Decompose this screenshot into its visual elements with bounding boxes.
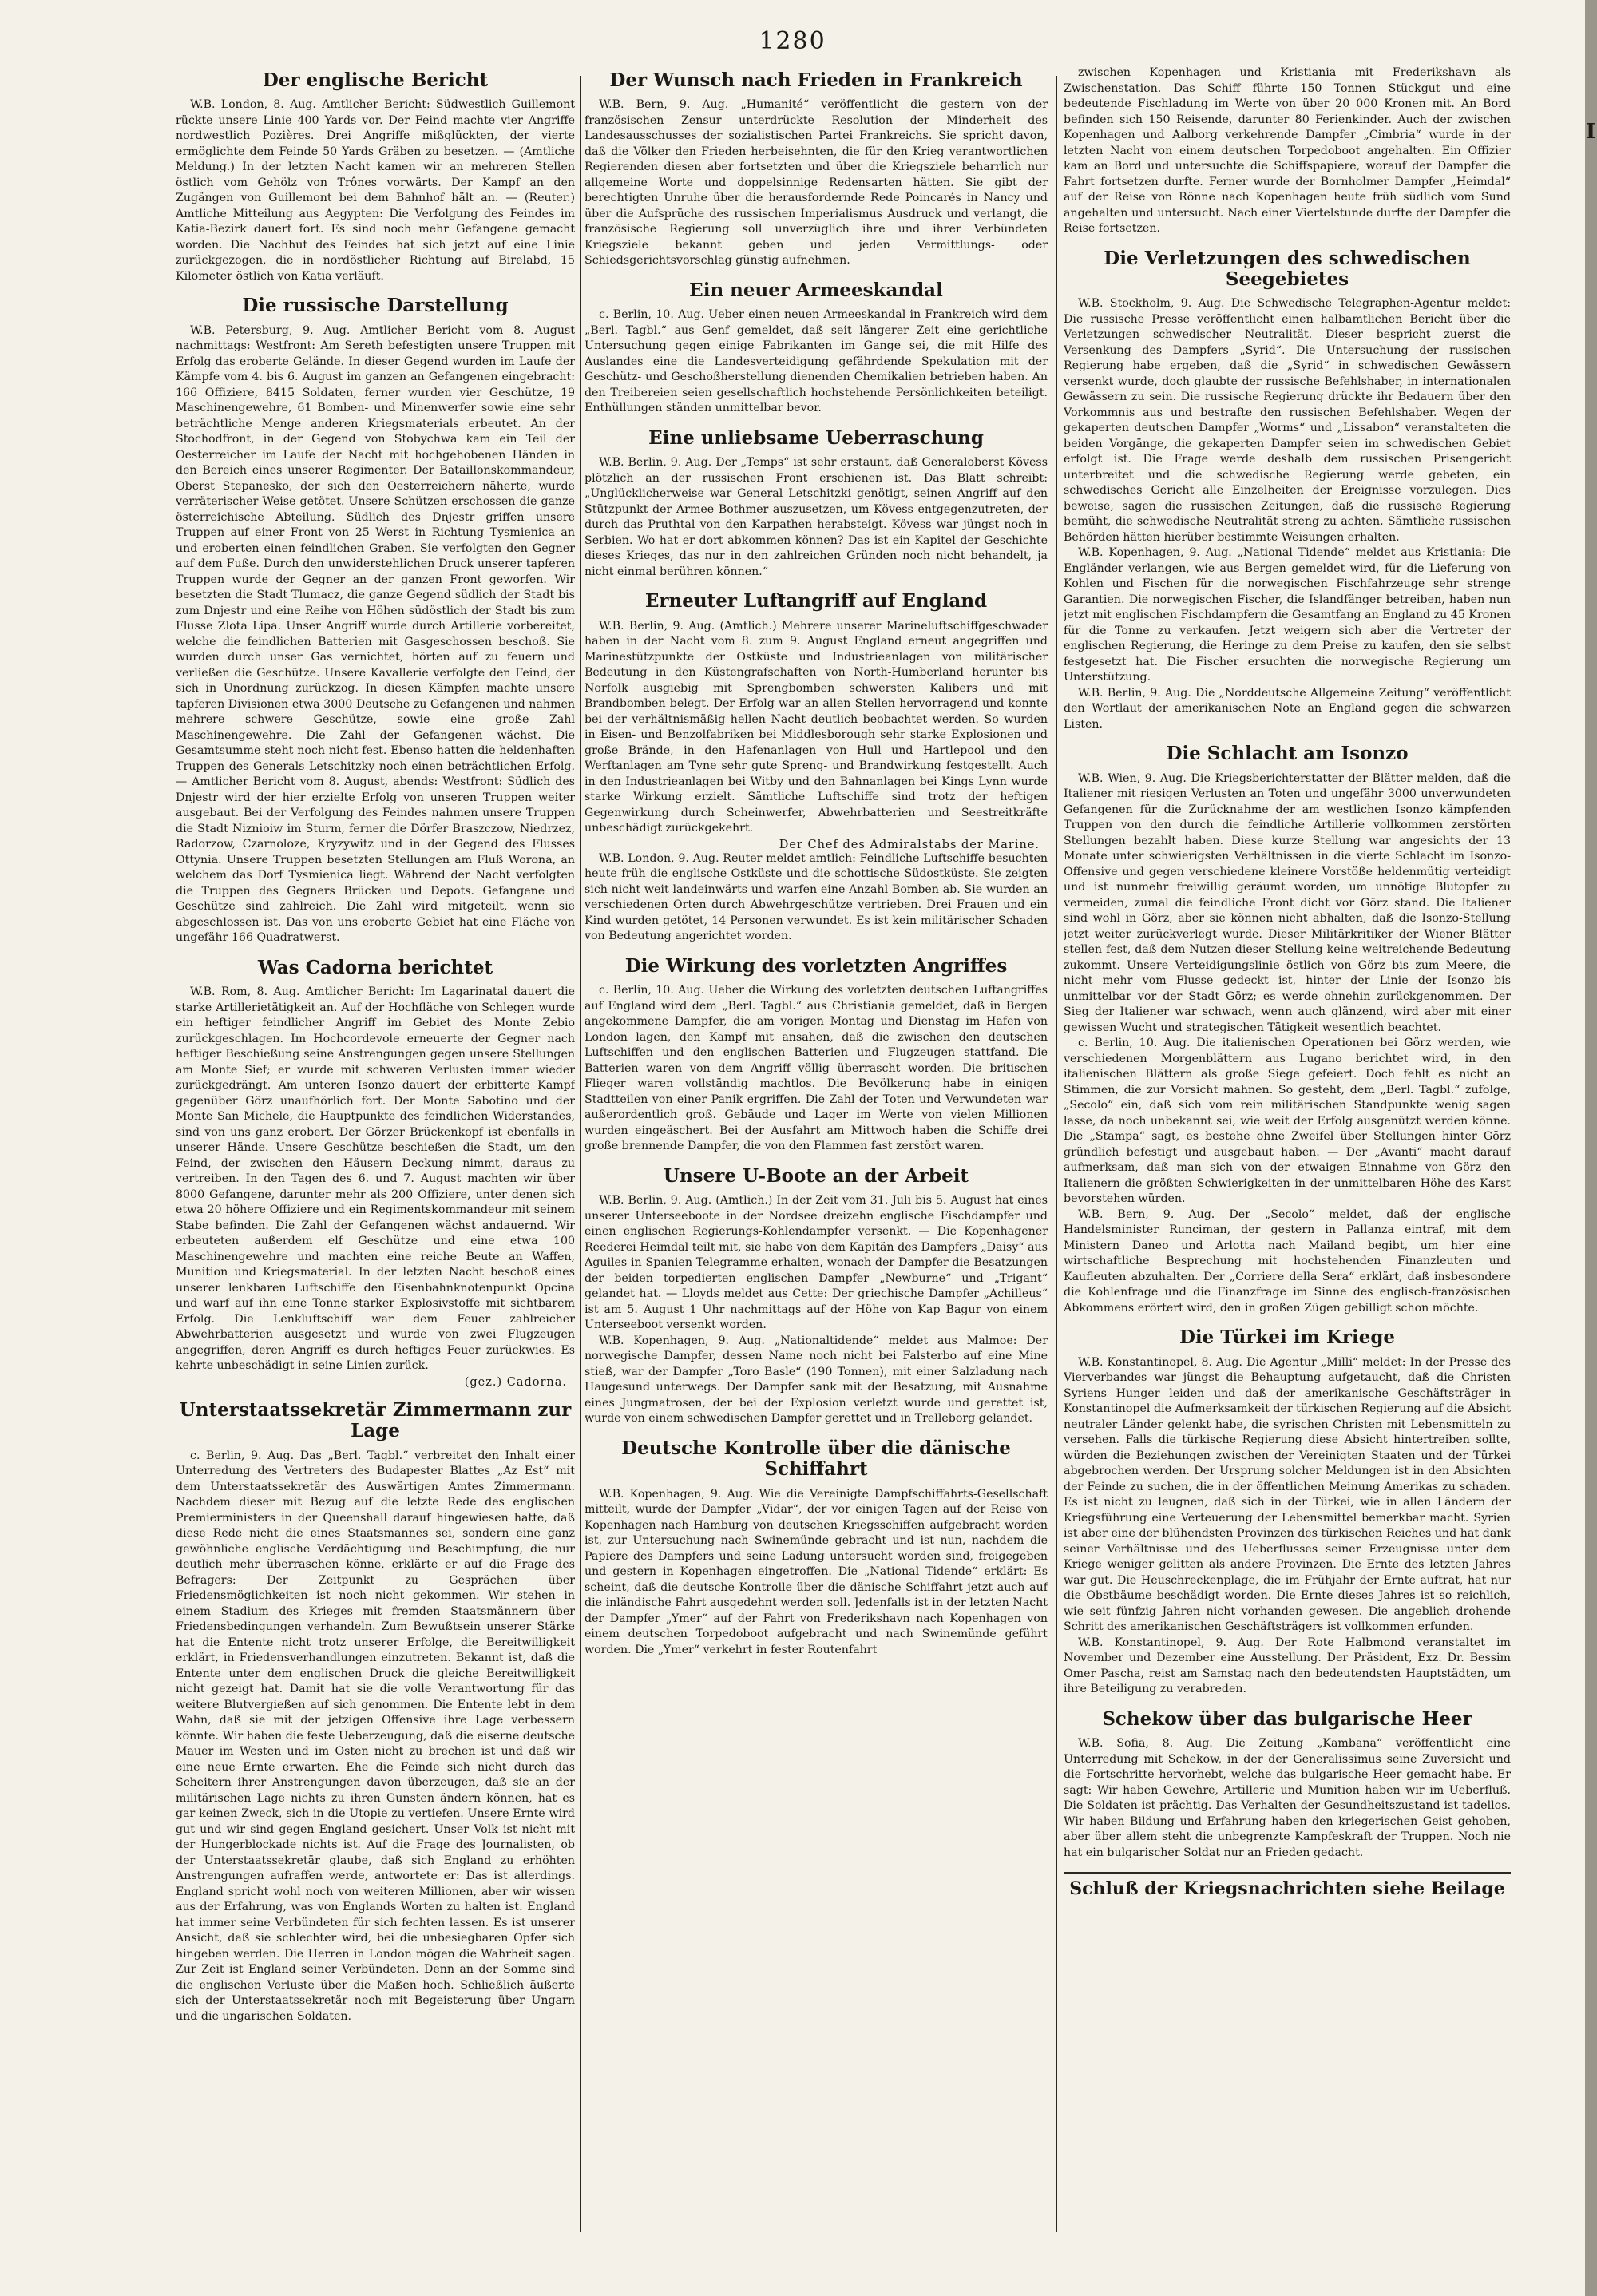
article xyxy=(585,428,1048,580)
article-body: W.B. Konstantinopel, 8. Aug. Die Agentur „Milli“ meldet: In der Presse des Vierverbandes war jüngst die Behauptung aufgetaucht, daß die Christen Syriens Hunger leiden und daß der amerikanische Geschäftsträger in Konstantinopel die Aufmerksamkeit der türkischen Regierung auf die Absicht neutraler Länder gelenkt habe, die syrischen Christen mit Lebensmitteln zu versehen. Falls die türkische Regierung diese Absicht hintertreiben sollte, würden die Beziehungen zwischen der Vereinigten Staaten und der Türkei abgebrochen werden. Der Ursprung solcher Meldungen ist in den Absichten der Feinde zu suchen, die in der öffentlichen Meinung Amerikas zu schaden. Es ist nicht zu leugnen, daß sich in der Türkei, wie in allen Ländern der Kriegsführung eine Verteuerung der Lebensmittel bemerkbar macht. Syrien ist aber eine der blühendsten Provinzen des türkischen Reiches und hat dank seiner Verhältnisse und des Ueberflusses seiner Erzeugnisse unter dem Kriege weniger gelitten als andere Provinzen. Die Ernte des letzten Jahres war gut. Die Heuschreckenplage, die im Frühjahr der Ernte auftrat, hat nur die Obstbäume beschädigt worden. Die Ernte dieses Jahres ist so reichlich, wie seit fünfzig Jahren nicht vorhanden gewesen. Die angeblich drohende Schritt des amerikanischen Geschäftsträgers ist vollkommen erfunden. xyxy=(1064,1355,1511,1634)
article xyxy=(585,591,1048,944)
article-headline: Deutsche Kontrolle über die dänische Schiffahrt xyxy=(621,1437,1011,1481)
article-body: W.B. Sofia, 8. Aug. Die Zeitung „Kambana“ veröffentlicht eine Unterredung mit Schekow, in der der Generalissimus seine Zuversicht und die Fortschritte hervorhebt, welche das bulgarische Heer gemacht habe. Er sagt: Wir haben Gewehre, Artillerie und Munition haben wir im Ueberfluß. Die Soldaten ist prächtig. Das Verhalten der Gesundheitszustand ist tadellos. Wir haben Bildung und Erfahrung haben den kriegerischen Geist gehoben, aber über allem steht die unbegrenzte Kampfeskraft der Truppen. Noch nie hat ein bulgarischer Soldat nur an Frieden gedacht. xyxy=(1064,1737,1511,1859)
article-headline: Die Wirkung des vorletzten Angriffes xyxy=(624,954,1008,977)
article xyxy=(176,70,575,284)
article-body: W.B. Bern, 9. Aug. Der „Secolo“ meldet, daß der englische Handelsminister Runciman, der gestern in Pallanza eintraf, mit dem Ministern Daneo und Arlotta nach Mailand begibt, um hier eine wirtschaftliche Besprechung mit hochstehenden Finanzleuten und Kaufleuten abzuhalten. Der „Corriere della Sera“ erklärt, daß insbesondere die Kohlenfrage und die Finanzfrage im Sinne des englisch-französischen Abkommens erörtert wird, den in großen Zügen gebilligt schon möchte. xyxy=(1064,1207,1511,1315)
article-signature: Der Chef des Admiralstabs der Marine. xyxy=(779,838,1040,851)
article-body: c. Berlin, 10. Aug. Ueber die Wirkung des vorletzten deutschen Luftangriffes auf England wird dem „Berl. Tagbl.“ aus Christiania gemeldet, daß in Bergen angekommene Dampfer, die am vorigen Montag und Dienstag im Hafen von London lagen, den Kampf mit ansahen, daß die zwischen den deutschen Luftschiffen und den englischen Batterien und Flugzeugen stattfand. Die Batterien waren von dem Angriff völlig überrascht worden. Die britischen Flieger waren vollständig machtlos. Die Bevölkerung habe in einigen Stadtteilen von einer Panik ergriffen. Die Zahl der Toten und Verwundeten war außerordentlich groß. Gebäude und Lager im Werte von vielen Millionen wurden eingeäschert. Bei der Ausfahrt am Mittwoch haben die Schiffe drei große brennende Dampfer, die von den Flammen fast zerstört waren. xyxy=(585,984,1048,1153)
article-body: zwischen Kopenhagen und Kristiania mit Frederikshavn als Zwischenstation. Das Schiff führte 150 Tonnen Stückgut und eine bedeutende Fischladung im Werte von über 20 000 Kronen mit. An Bord befinden sich 150 Reisende, darunter 80 Ferienkinder. Auch der zwischen Kopenhagen und Aalborg verkehrende Dampfer „Cimbria“ wurde in der letzten Nacht von einem deutschen Torpedoboot angehalten. Ein Offizier kam an Bord und untersuchte die Schiffspapiere, worauf der Dampfer die Fahrt fortsetzen durfte. Ferner wurde der Bornholmer Dampfer „Heimdal“ auf der Reise von Rönne nach Kopenhagen heute früh südlich vom Sund angehalten und untersucht. Nach einer Viertelstunde durfte der Dampfer die Reise fortsetzen. xyxy=(1064,66,1511,235)
article xyxy=(176,1400,575,2024)
article-headline: Die Türkei im Kriege xyxy=(1179,1326,1396,1349)
article-headline: Die Verletzungen des schwedischen Seegebietes xyxy=(1104,247,1471,290)
article-body: W.B. Berlin, 9. Aug. (Amtlich.) Mehrere unserer Marineluftschiffgeschwader haben in der Nacht vom 8. zum 9. August England erneut angegriffen und Marinestützpunkte der Ostküste und Industrieanlagen von militärischer Bedeutung in den Küstengrafschaften von North-Humberland herunter bis Norfolk ausgiebig mit Sprengbomben schwersten Kalibers und mit Brandbomben belegt. Der Erfolg war an allen Stellen hervorragend und konnte bei der verhältnismäßig hellen Nacht deutlich beobachtet werden. So wurden in Eisen- und Benzolfabriken bei Middlesborough sehr starke Explosionen und große Brände, in den Hafenanlagen von Hull und Hartlepool und den Werftanlagen am Tyne sehr gute Spreng- und Brandwirkung festgestellt. Auch in den Industrieanlagen bei Witby und den Bahnanlagen bei Kings Lynn wurde starke Wirkung erzielt. Sämtliche Luftschiffe sind trotz der heftigen Gegenwirkung durch Scheinwerfer, Abwehrbatterien und Seestreitkräfte unbeschädigt zurückgekehrt. xyxy=(585,619,1048,835)
article-body: W.B. Petersburg, 9. Aug. Amtlicher Bericht vom 8. August nachmittags: Westfront: Am Sereth befestigten unsere Truppen mit Erfolg das eroberte Gelände. In dieser Gegend wurden im Laufe der Kämpfe vom 4. bis 6. August im ganzen an Gefangenen eingebracht: 166 Offiziere, 8415 Soldaten, ferner wurden vier Geschütze, 19 Maschinengewehre, 61 Bomben- und Minenwerfer sowie eine sehr beträchtliche Menge anderen Kriegsmaterials erbeutet. An der Stochodfront, in der Gegend von Stobychwa kam ein Teil der Oesterreicher im Laufe der Nacht mit hochgehobenen Händen in den Bereich eines unserer Regimenter. Der Bataillonskommandeur, Oberst Stepanesko, der sich den Oesterreichern näherte, wurde verräterischer Weise getötet. Unsere Schützen erschossen die ganze österreichische Abteilung. Südlich des Dnjestr griffen unsere Truppen auf einer Front von 25 Werst in Richtung Tysmienica an und eroberten einen feindlichen Graben. Sie verfolgten den Gegner auf dem Fuße. Durch den unwiderstehlichen Druck unserer tapferen Truppen wurde der Gegner an der ganzen Front geworfen. Wir besetzten die Stadt Tlumacz, die ganze Gegend südlich der Stadt bis zum Dnjestr und eine Reihe von Höhen südöstlich der Stadt bis zum Flusse Zlota Lipa. Unser Angriff wurde durch Artillerie vorbereitet, welche die feindlichen Batterien mit Gasgeschossen beschoß. Sie wurden durch unser Gas vernichtet, hörten auf zu feuern und verließen die Geschütze. Unsere Kavallerie verfolgte den Feind, der sich in Unordnung zurückzog. In diesen Kämpfen machte unsere tapferen Divisionen etwa 3000 Deutsche zu Gefangenen und nahmen mehrere schwere Geschütze, sowie eine große Zahl Maschinengewehre. Die Zahl der Gefangenen wächst. Die Gesamtsumme steht noch nicht fest. Ebenso hatten die heldenhaften Truppen des Generals Letschitzky noch einen beträchtlichen Erfolg. — Amtlicher Bericht vom 8. August, abends: Westfront: Südlich des Dnjestr wird der hier erzielte Erfolg von unseren Truppen weiter ausgebaut. Bei der Verfolgung des Feindes nahmen unsere Truppen die Stadt Niznioiw im Sturm, ferner die Dörfer Braszczow, Niedrzez, Radorzow, Czarnoloze, Kryzywitz und in der Gegend des Flusses Ottynia. Unsere Truppen besetzten Stellungen am Fluß Worona, an welchem das Dorf Tysmienica liegt. Während der Nacht verfolgten die Truppen des Gegners Brücken und Depots. Gefangene und Geschütze sind zahlreich. Die Zahl wird mitgeteilt, wenn sie abgeschlossen ist. Das von uns eroberte Gebiet hat eine Fläche von ungefähr 166 Quadratwerst. xyxy=(176,323,575,945)
article xyxy=(176,295,575,946)
article-body: W.B. Kopenhagen, 9. Aug. „National Tidende“ meldet aus Kristiania: Die Engländer verlangen, wie aus Bergen gemeldet wird, für die Lieferung von Kohlen und Fischen für die norwegischen Fischfahrzeuge sehr strenge Garantien. Die norwegischen Fischer, die Islandfänger betreiben, haben nun jetzt mit englischen Fischdampfern die Gesamtfang an England zu 45 Kronen für die Tonne zu verkaufen. Jetzt weigern sich aber die Vertreter der englischen Regierung, die Heringe zu dem Preise zu kaufen, den sie selbst festgesetzt hat. Die Fischer ersuchten die norwegische Regierung um Unterstützung. xyxy=(1064,546,1511,684)
column-2 xyxy=(585,65,1048,2254)
article xyxy=(585,70,1048,269)
article-body: W.B. Rom, 8. Aug. Amtlicher Bericht: Im Lagarinatal dauert die starke Artillerietätigkeit an. Auf der Hochfläche von Schlegen wurde ein heftiger feindlicher Angriff im Gebiet des Monte Zebio zurückgeschlagen. Im Hochcordevole erneuerte der Gegner nach heftiger Beschießung seine Anstrengungen gegen unsere Stellungen am Monte Sief; er wurde mit schweren Verlusten immer wieder zurückgedrängt. Am unteren Isonzo dauert der erbitterte Kampf gegenüber Görz unaufhörlich fort. Der Monte Sabotino und der Monte San Michele, die Hauptpunkte des feindlichen Widerstandes, sind von uns ganz erobert. Der Görzer Brückenkopf ist ebenfalls in unserer Hände. Unsere Geschütze beschießen die Stadt, um den Feind, der zwischen den Häusern Deckung nimmt, daraus zu vertreiben. In den Tagen des 6. und 7. August machten wir über 8000 Gefangene, darunter mehr als 200 Offiziere, unter denen sich etwa 20 höhere Offiziere und ein Regimentskommandeur mit seinem Stabe befinden. Die Zahl der Gefangenen wächst andauernd. Wir erbeuteten außerdem elf Geschütze und eine etwa 100 Maschinengewehre und machten eine reiche Beute an Waffen, Munition und Kriegsmaterial. In der letzten Nacht beschoß eines unserer lenkbaren Luftschiffe den Eisenbahnknotenpunkt Opcina und warf auf ihn eine Tonne starker Explosivstoffe mit sichtbarem Erfolg. Die Lenkluftschiff war dem Feuer zahlreicher Abwehrbatterien ausgesetzt und wurde von zwei Flugzeugen angegriffen, deren Angriff es durch heftiges Feuer zurückwies. Es kehrte unbeschädigt in seine Linien zurück. xyxy=(176,985,575,1373)
footer-note: Schluß der Kriegsnachrichten siehe Beilage xyxy=(1064,1872,1511,1899)
article-headline: Unterstaatssekretär Zimmermann zur Lage xyxy=(179,1398,572,1442)
article xyxy=(1064,1709,1511,1861)
article-headline: Die Schlacht am Isonzo xyxy=(1166,743,1409,765)
article-headline: Der Wunsch nach Frieden in Frankreich xyxy=(609,69,1023,91)
article-headline: Ein neuer Armeeskandal xyxy=(689,279,943,301)
article-body: W.B. Wien, 9. Aug. Die Kriegsberichterstatter der Blätter melden, daß die Italiener mit riesigen Verlusten an Toten und ungefähr 3000 unverwundeten Gefangenen für die Zurücknahme der am westlichen Isonzo kämpfenden Truppen von den durch die feindliche Artillerie vollkommen zerstörten Stellungen bezahlt haben. Diese kurze Stellung war angesichts der 13 Monate unter schwierigsten Verhältnissen in die vierte Schlacht im Isonzo-Offensive und gegen verschiedene kleinere Vorstöße heldenmütig verteidigt und ist nunmehr freiwillig geräumt worden, um unnötige Blutopfer zu vermeiden, zumal die feindliche Front dicht vor Görz stand. Die Italiener sind wohl in Görz, aber sie können nicht abhalten, daß die Isonzo-Stellung jetzt weiter zurückverlegt wurde. Dieser Militärkritiker der Wiener Blätter stellen fest, daß dem Nutzen dieser Stellung keine weitreichende Bedeutung zukommt. Unsere Verteidigungslinie östlich von Görz bis zum Meere, die nicht mehr vom Flusse gedeckt ist, hinter der Linie der Isonzo bis unmittelbar vor der Stadt Görz; es werde ohnehin zurückgenommen. Der Sieg der Italiener war schwach, wenn auch glänzend, wird aber mit einer gewissen Wucht und strategischen Tätigkeit wesentlich beachtet. xyxy=(1064,771,1511,1034)
article xyxy=(1064,65,1511,237)
column-3 xyxy=(1064,65,1511,2254)
article-signature: (gez.) Cadorna. xyxy=(464,1375,567,1389)
article-body: W.B. Konstantinopel, 9. Aug. Der Rote Halbmond veranstaltet im November und Dezember eine Ausstellung. Der Präsident, Exz. Dr. Bessim Omer Pascha, reist am Samstag nach den bedeutendsten Hauptstädten, um ihre Beteiligung zu verabreden. xyxy=(1064,1636,1511,1696)
article-body: W.B. Berlin, 9. Aug. (Amtlich.) In der Zeit vom 31. Juli bis 5. August hat eines unserer Unterseeboote in der Nordsee dreizehn englische Fischdampfer und einen englischen Regierungs-Kohlendampfer versenkt. — Die Kopenhagener Reederei Heimdal teilt mit, sie habe von dem Kapitän des Dampfers „Daisy“ aus Aguiles in Spanien Telegramme erhalten, wonach der Dampfer die Besatzungen der beiden torpedierten englischen Dampfer „Newburne“ und „Trigant“ gelandet hat. — Lloyds meldet aus Cette: Der griechische Dampfer „Achilleus“ ist am 5. August 1 Uhr nachmittags auf der Höhe von Kap Bagur von einem Unterseeboot versenkt worden. xyxy=(585,1194,1048,1332)
adjacent-page-edge xyxy=(1585,0,1597,2296)
article-body: W.B. London, 8. Aug. Amtlicher Bericht: Südwestlich Guillemont rückte unsere Linie 400 Yards vor. Der Feind machte vier Angriffe nordwestlich Pozières. Drei Angriffe mißglückten, der vierte ermöglichte dem Feinde 50 Yards Gräben zu besetzen. — (Amtliche Meldung.) In der letzten Nacht kamen wir an mehreren Stellen östlich vom Gehölz von Trônes vorwärts. Der Kampf an den Zugängen von Guillemont bei dem Bahnhof hält an. — (Reuter.) Amtliche Mitteilung aus Aegypten: Die Verfolgung des Feindes im Katia-Bezirk dauert fort. Es sind noch mehr Gefangene gemacht worden. Die Nachhut des Feindes hat sich jetzt auf eine Linie zurückgezogen, die in nordöstlicher Richtung auf Birelabd, 15 Kilometer östlich von Katia verläuft. xyxy=(176,98,575,283)
article-headline: Der englische Bericht xyxy=(262,69,489,91)
article xyxy=(1064,248,1511,733)
article xyxy=(585,280,1048,417)
article-body: W.B. Stockholm, 9. Aug. Die Schwedische Telegraphen-Agentur meldet: Die russische Presse veröffentlicht einen halbamtlichen Bericht über die Verletzungen schwedischer Neutralität. Dieser bespricht zuerst die Versenkung des Dampfers „Syrid“. Die Untersuchung der russischen Regierung habe ergeben, daß die „Syrid“ in schwedischen Gewässern versenkt wurde, doch glaubte der russische Befehlshaber, in internationalen Gewässern zu sein. Die russische Regierung drückte ihr Bedauern über den Vorkommnis aus und bestrafte den russischen Befehlshaber. Wegen der gekaperten deutschen Dampfer „Worms“ und „Lissabon“ veranstalteten die beiden Vorgänge, die gekaperten Dampfer seien im schwedischen Gebiet erfolgt ist. Die Frage werde deshalb dem russischen Prisengericht unterbreitet und die schwedische Regierung werde gebeten, ein schwedisches Gericht alle Einzelheiten der Ereignisse vorzulegen. Dies beweise, sagen die russischen Zeitungen, daß die russische Regierung bemüht, die schwedische Neutralität streng zu achten. Sämtliche russischen Behörden hätten hierüber bestimmte Weisungen erhalten. xyxy=(1064,297,1511,544)
article xyxy=(585,1438,1048,1658)
column-rule xyxy=(580,76,581,2232)
article-headline: Was Cadorna berichtet xyxy=(257,956,493,978)
column-rule xyxy=(1056,76,1057,2232)
article xyxy=(1064,744,1511,1316)
article-body: W.B. London, 9. Aug. Reuter meldet amtlich: Feindliche Luftschiffe besuchten heute früh die englische Ostküste und die schottische Südostküste. Sie zeigten sich nicht weit landeinwärts und warfen eine Anzahl Bomben ab. Sie wurden an verschiedenen Orten durch Abwehrgeschütze vertrieben. Drei Frauen und ein Kind wurden getötet, 14 Personen verwundet. Es ist kein militärischer Schaden von Bedeutung angerichtet worden. xyxy=(585,851,1048,943)
article-body: c. Berlin, 10. Aug. Ueber einen neuen Armeeskandal in Frankreich wird dem „Berl. Tagbl.“ aus Genf gemeldet, daß seit längerer Zeit eine gerichtliche Untersuchung gegen einige Fabrikanten im Gange sei, die mit Hilfe des Auslandes eine die Landesverteidigung gefährdende Spekulation mit der Geschütz- und Geschoßherstellung dienenden Chemikalien betrieben haben. An den Treibereien seien gesellschaftlich hochstehende Persönlichkeiten beteiligt. Enthüllungen ständen unmittelbar bevor. xyxy=(585,308,1048,415)
article xyxy=(1064,1327,1511,1697)
article-headline: Schekow über das bulgarische Heer xyxy=(1102,1707,1472,1730)
article-body: c. Berlin, 10. Aug. Die italienischen Operationen bei Görz werden, wie verschiedenen Morgenblättern aus Lugano berichtet wird, in den italienischen Blättern als große Siege gefeiert. Doch fehlt es nicht an Stimmen, die zur Vorsicht mahnen. So gesteht, dem „Berl. Tagbl.“ zufolge, „Secolo“ ein, daß sich vom rein militärischen Standpunkte wenig sagen lasse, da noch unbekannt sei, wie weit der Erfolg ausgenützt werden könne. Die „Stampa“ sagt, es bestehe ohne Zweifel über Stellungen hinter Görz gründlich befestigt und ausgebaut haben. — Der „Avanti“ macht darauf aufmerksam, daß man sich von der etwaigen Einnahme von Görz den Italienern die größten Schwierigkeiten in der unmittelbaren Höhe des Karst bevorstehen würden. xyxy=(1064,1037,1511,1206)
article-body: W.B. Kopenhagen, 9. Aug. „Nationaltidende“ meldet aus Malmoe: Der norwegische Dampfer, dessen Name noch nicht bei Falsterbo auf eine Mine stieß, war der Dampfer „Toro Basle“ (190 Tonnen), mit einer Salzladung nach Haugesund unterwegs. Der Dampfer sank mit der Besatzung, mit Ausnahme eines Jungmatrosen, der bei der Explosion verletzt wurde und gerettet ist, wurde von einem schwedischen Dampfer gerettet und in Trelleborg gelandet. xyxy=(585,1334,1048,1426)
article xyxy=(585,956,1048,1155)
article-body: W.B. Kopenhagen, 9. Aug. Wie die Vereinigte Dampfschiffahrts-Gesellschaft mitteilt, wurde der Dampfer „Vidar“, der vor einigen Tagen auf der Reise von Kopenhagen nach Hamburg von deutschen Kriegsschiffen aufgebracht worden ist, zur Untersuchung nach Swinemünde gebracht und ist nun, nachdem die Papiere des Dampfers und seine Ladung untersucht worden sind, freigegeben und gestern in Kopenhagen eingetroffen. Die „National Tidende“ erklärt: Es scheint, daß die deutsche Kontrolle über die dänische Schiffahrt jetzt auch auf die inländische Fahrt ausgedehnt werden soll. Jedenfalls ist in der letzten Nacht der Dampfer „Ymer“ auf der Fahrt von Frederikshavn nach Kopenhagen von einem deutschen Torpedoboot aufgebracht und nach Swinemünde geführt worden. Die „Ymer“ verkehrt in fester Routenfahrt xyxy=(585,1487,1048,1656)
article xyxy=(585,1166,1048,1427)
article-headline: Eine unliebsame Ueberraschung xyxy=(648,426,984,449)
article-headline: Erneuter Luftangriff auf England xyxy=(644,590,988,613)
article xyxy=(176,958,575,1389)
article-headline: Unsere U-Boote an der Arbeit xyxy=(663,1164,969,1187)
article-body: c. Berlin, 9. Aug. Das „Berl. Tagbl.“ verbreitet den Inhalt einer Unterredung des Vertreters des Budapester Blattes „Az Est“ mit dem Unterstaatssekretär des Auswärtigen Amtes Zimmermann. Nachdem dieser mit Bezug auf die letzte Rede des englischen Premierministers in der Queenshall darauf hingewiesen hatte, daß diese Rede nicht die eines Staatsmannes sei, sondern eine ganz gewöhnliche englische Verdächtigung und Beschimpfung, die nur deutlich mehr überraschen könne, erklärte er auf die Frage des Befragers: Der Zeitpunkt zu Gesprächen über Friedensmöglichkeiten ist noch nicht gekommen. Wir stehen in einem Stadium des Krieges mit fremden Staatsmännern über Friedensbedingungen verhandeln. Zum Bewußtsein unserer Stärke hat die Entente nicht trotz unserer Erfolge, die Bereitwilligkeit erklärt, in Friedensverhandlungen einzutreten. Bekannt ist, daß die Entente unter dem englischen Druck die gleiche Bereitwilligkeit nicht gezeigt hat. Damit hat sie die volle Verantwortung für das weitere Blutvergießen auf sich genommen. Die Entente lebt in dem Wahn, daß sie mit der jetzigen Offensive ihre Lage verbessern könnte. Wir haben die feste Ueberzeugung, daß die eiserne deutsche Mauer im Westen und im Osten nicht zu brechen ist und daß wir eine neue Ernte erwarten. Ehe die Feinde sich nicht durch das Scheitern ihrer Anstrengungen davon überzeugen, daß sie an der militärischen Lage nichts zu ihren Gunsten ändern können, hat es gar keinen Zweck, sich in die Utopie zu vertiefen. Unsere Ernte wird gut und wir sind gegen England gesichert. Unser Volk ist nicht mit der Hungerblockade nichts ist. Auf die Frage des Journalisten, ob der Unterstaatssekretär glaube, daß sich England zu erhöhten Anstrengungen aufraffen werde, antwortete er: Das ist allerdings. England spricht wohl noch von weiteren Millionen, aber wir wissen aus der Erfahrung, was von Englands Worten zu halten ist. England hat immer seine Verbündeten für sich fechten lassen. Es ist unserer Ansicht, daß sie schlechter wird, bei die unbesiegbaren Opfer sich hingeben werden. Die Herren in London mögen die Wahrheit sagen. Zur Zeit ist England seiner Verbündeten. Denn an der Somme sind die englischen Verluste über die Maßen hoch. Schließlich äußerte sich der Unterstaatssekretär noch mit Begeisterung über Ungarn und die ungarischen Soldaten. xyxy=(176,1449,575,2023)
article-body: W.B. Berlin, 9. Aug. Die „Norddeutsche Allgemeine Zeitung“ veröffentlicht den Wortlaut der amerikanischen Note an England gegen die schwarzen Listen. xyxy=(1064,686,1511,731)
article-body: W.B. Berlin, 9. Aug. Der „Temps“ ist sehr erstaunt, daß Generaloberst Kövess plötzlich an der russischen Front erschienen ist. Das Blatt schreibt: „Unglücklicherweise war General Letschitzki genötigt, seinen Angriff auf den Stützpunkt der Armee Bothmer auszusetzen, um Kövess entgegenzutreten, der durch das Pruthtal von den Karpathen herabsteigt. Kövess war jüngst noch in Serbien. Wo hat er dort abkommen können? Das ist ein Kapitel der Geschichte dieses Krieges, das nur in den zahlreichen Gründen noch nicht behandelt, ja nicht einmal berühren können.“ xyxy=(585,456,1048,578)
column-1 xyxy=(176,65,575,2254)
article-headline: Die russische Darstellung xyxy=(242,295,509,317)
article-body: W.B. Bern, 9. Aug. „Humanité“ veröffentlicht die gestern von der französischen Zensur unterdrückte Resolution der Minderheit des Landesausschusses der sozialistischen Partei Frankreichs. Sie spricht davon, daß die Völker den Frieden herbeisehnten, die für den Krieg verantwortlichen Regierenden diesen aber fortsetzten und über die Kriegsziele beharrlich nur allgemeine Worte und doppelsinnige Redensarten hätten. Sie gibt der berechtigten Unruhe über die herausfordernde Rede Poincarés in Nancy und über die Aufsprüche des russischen Imperialismus Ausdruck und verlangt, die französische Regierung soll unverzüglich ihre und ihrer Verbündeten Kriegsziele bekannt geben und jeden Vermittlungs- oder Schiedsgerichtsvorschlag günstig aufnehmen. xyxy=(585,98,1048,268)
page-number: 1280 xyxy=(759,27,826,55)
page-edge-letter: I xyxy=(1586,120,1596,144)
